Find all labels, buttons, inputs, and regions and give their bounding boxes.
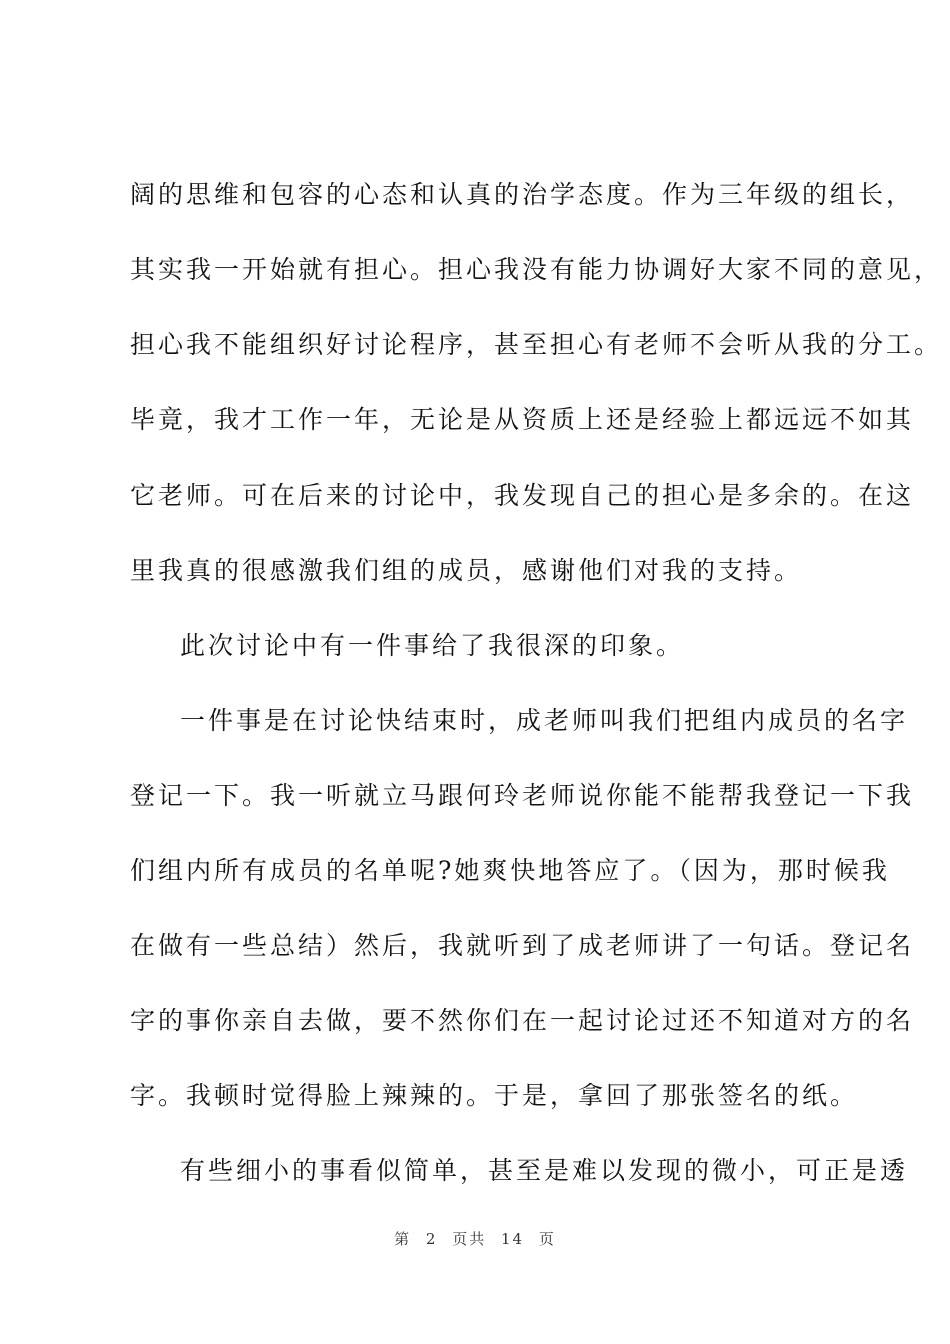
paragraph-start-line: 此次讨论中有一件事给了我很深的印象。 [180, 631, 685, 660]
text-line: 字的事你亲自去做，要不然你们在一起讨论过还不知道对方的名 [130, 1006, 915, 1035]
paragraph-start-line: 一件事是在讨论快结束时，成老师叫我们把组内成员的名字 [180, 706, 909, 735]
text-line: 在做有一些总结）然后，我就听到了成老师讲了一句话。登记名 [130, 931, 915, 960]
page-footer [0, 1228, 950, 1249]
text-line: 字。我顿时觉得脸上辣辣的。于是，拿回了那张签名的纸。 [130, 1081, 859, 1110]
text-line: 登记一下。我一听就立马跟何玲老师说你能不能帮我登记一下我 [130, 781, 915, 810]
text-line: 毕竟，我才工作一年，无论是从资质上还是经验上都远远不如其 [130, 405, 915, 434]
text-line: 里我真的很感激我们组的成员，感谢他们对我的支持。 [130, 556, 803, 585]
paragraph-start-line: 有些细小的事看似简单，甚至是难以发现的微小，可正是透 [180, 1156, 909, 1185]
footer-prefix: 第 [394, 1230, 412, 1248]
text-line: 其实我一开始就有担心。担心我没有能力协调好大家不同的意见， [130, 255, 943, 284]
footer-middle: 页共 [452, 1230, 487, 1248]
text-line: 它老师。可在后来的讨论中，我发现自己的担心是多余的。在这 [130, 481, 915, 510]
current-page-number: 2 [425, 1230, 438, 1248]
footer-suffix: 页 [538, 1230, 556, 1248]
text-line: 阔的思维和包容的心态和认真的治学态度。作为三年级的组长， [130, 180, 915, 209]
total-page-count: 14 [501, 1230, 525, 1248]
text-line: 们组内所有成员的名单呢?她爽快地答应了。（因为，那时候我 [130, 856, 890, 885]
text-line: 担心我不能组织好讨论程序，甚至担心有老师不会听从我的分工。 [130, 330, 943, 359]
